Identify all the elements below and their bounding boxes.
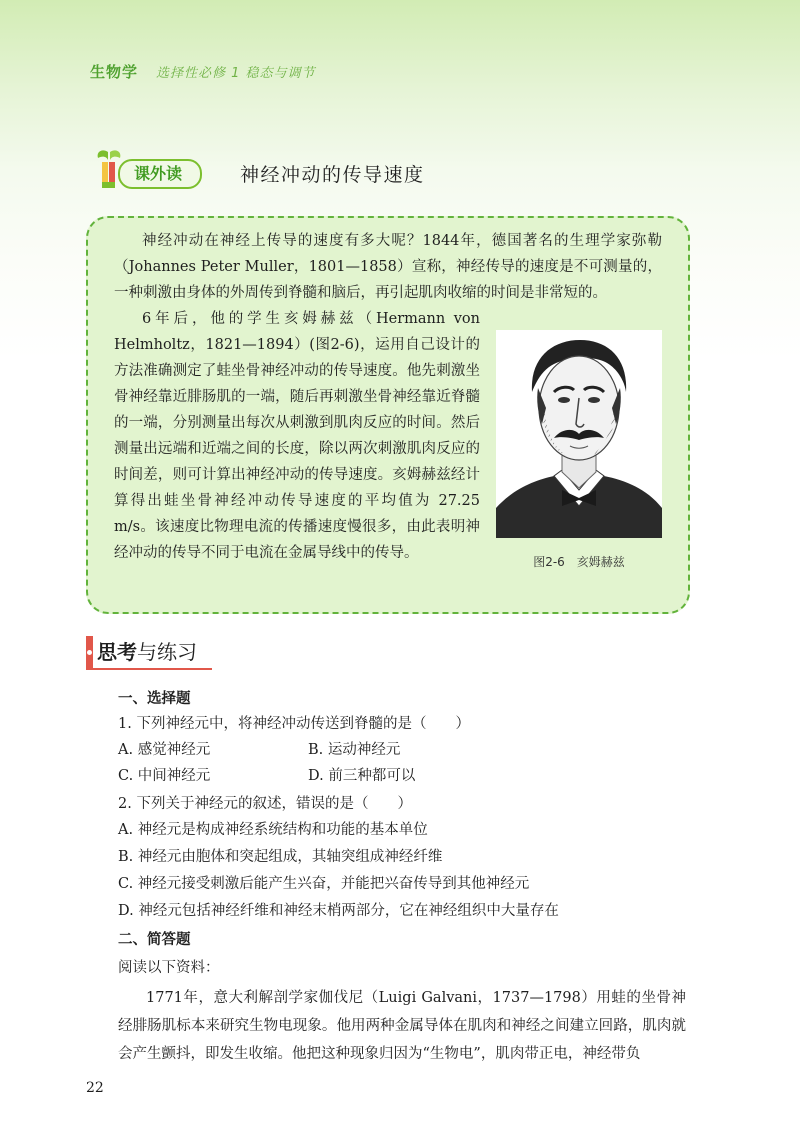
reading-title: 神经冲动的传导速度	[240, 164, 425, 186]
section-short-answer: 二、简答题	[118, 932, 191, 948]
q2-option-b: B. 神经元由胞体和突起组成，其轴突组成神经纤维	[118, 849, 443, 865]
extra-reading-label: 课外读	[134, 164, 183, 183]
header-subject: 生物学	[90, 63, 139, 81]
q2-option-c: C. 神经元接受刺激后能产生兴奋，并能把兴奋传导到其他神经元	[118, 876, 530, 892]
reading-paragraph-1: 神经冲动在神经上传导的速度有多大呢？1844年，德国著名的生理学家弥勒（Johannes Peter Muller，1801—1858）宣称，神经传导的速度是不可测量的，一种刺激由身体的外周传到脊髓和脑后，再引起肌肉收缩的时间是非常短的。	[114, 233, 662, 301]
practice-underline	[86, 668, 212, 670]
figure-caption: 图2-6 亥姆赫兹	[533, 555, 625, 569]
practice-title-bold: 思考	[97, 640, 137, 664]
q1-option-c: C. 中间神经元	[118, 768, 211, 784]
q1-option-d: D. 前三种都可以	[308, 768, 416, 784]
page-number: 22	[86, 1080, 104, 1096]
question-2: 2. 下列关于神经元的叙述，错误的是（ ）	[118, 796, 412, 812]
material-paragraph: 1771年，意大利解剖学家伽伐尼（Luigi Galvani，1737—1798）用蛙的坐骨神经腓肠肌标本来研究生物电现象。他用两种金属导体在肌肉和神经之间建立回路，肌肉就会产生颤抖，即发生收缩。他把这种现象归因为“生物电”，肌肉带正电，神经带负	[118, 990, 686, 1062]
practice-title-rest: 与练习	[137, 640, 197, 664]
q2-option-d: D. 神经元包括神经纤维和神经末梢两部分，它在神经组织中大量存在	[118, 903, 559, 919]
q2-option-a: A. 神经元是构成神经系统结构和功能的基本单位	[118, 822, 428, 838]
q1-option-a: A. 感觉神经元	[118, 742, 211, 758]
q1-option-b: B. 运动神经元	[308, 742, 401, 758]
reading-intro: 阅读以下资料：	[118, 960, 220, 976]
helmholtz-portrait	[496, 330, 662, 538]
portrait-drawing	[496, 330, 662, 538]
header-book-title: 选择性必修 1 稳态与调节	[156, 66, 316, 81]
practice-tab-dot	[87, 650, 92, 655]
reading-paragraph-2: 6年后，他的学生亥姆赫兹（Hermann von Helmholtz，1821—1894）(图2-6)，运用自己设计的方法准确测定了蛙坐骨神经冲动的传导速度。他先刺激坐骨神经靠近腓肠肌的一端，随后再刺激坐骨神经靠近脊髓的一端，分别测量出每次从刺激到肌肉反应的时间。然后测量出远端和近端之间的长度，除以两次刺激肌肉反应的时间差，则可计算出神经冲动的传导速度。亥姆赫兹经计算得出蛙坐骨神经冲动传导速度的平均值为 27.25 m/s。该速度比物理电流的传播速度慢很多，由此表明神经冲动的传导不同于电流在金属导线中的传导。	[114, 311, 480, 561]
practice-title	[97, 636, 197, 665]
section-multiple-choice: 一、选择题	[118, 691, 191, 707]
question-1: 1. 下列神经元中，将神经冲动传送到脊髓的是（ ）	[118, 716, 470, 732]
